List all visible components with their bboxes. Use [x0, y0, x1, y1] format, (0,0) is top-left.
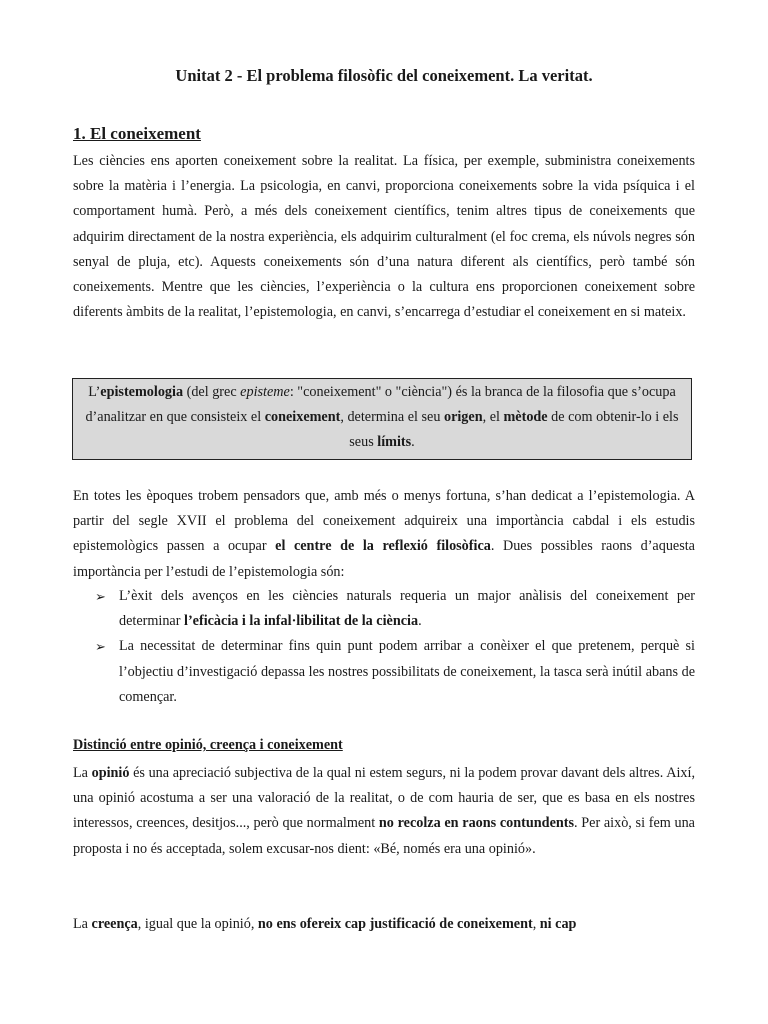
document-title: Unitat 2 - El problema filosòfic del coneixement. La veritat.	[175, 66, 593, 85]
subsection-heading: Distinció entre opinió, creença i coneixement	[73, 737, 343, 753]
definition-text: L’epistemologia (del grec episteme: "coneixement" o "ciència") és la branca de la filosofia que s’ocupa d’analitzar en que consisteix el coneixement, determina el seu origen, el mètode de com obtenir-lo i els seus límits.	[85, 384, 679, 451]
arrow-bullet-icon: ➢	[95, 639, 106, 655]
term-epistemologia: epistemologia	[100, 384, 184, 400]
opinion-paragraph: La opinió és una apreciació subjectiva de la qual ni estem segurs, ni la podem provar davant dels altres. Així, una opinió acostuma a ser una valoració de la realitat, o de com hauria de ser, que es basa en els nostres interessos, creences, desitjos..., però que normalment no recolza en raons contundents. Per això, si fem una proposta i no és acceptada, solem excusar-nos dient: «Bé, només era una opinió».	[73, 765, 695, 857]
list-item: ➢ L’èxit dels avenços en les ciències naturals requeria un major anàlisis del coneixement per determinar l’eficàcia i la infal·libilitat de la ciència.	[93, 584, 695, 634]
belief-paragraph: La creença, igual que la opinió, no ens ofereix cap justificació de coneixement, ni cap	[73, 916, 577, 932]
intro-paragraph: Les ciències ens aporten coneixement sobre la realitat. La física, per exemple, subministra coneixements sobre la matèria i l’energia. La psicologia, en canvi, proporciona coneixements sobre la vida psíquica i el comportament humà. Però, a més dels coneixement científics, tenim altres tipus de coneixements que adquirim directament de la nostra experiència, els adquirim culturalment (el foc crema, els núvols negres són senyal de pluja, etc). Aquests coneixements són d’una natura diferent als científics, però també són coneixements. Mentre que les ciències, l’experiència o la cultura ens proporcionen coneixement sobre diferents àmbits de la realitat, l’epistemologia, en canvi, s’encarrega d’estudiar el coneixement en si mateix.	[73, 153, 695, 321]
definition-box	[72, 378, 692, 460]
list-item: ➢ La necessitat de determinar fins quin punt podem arribar a conèixer el que pretenem, perquè si l’objectiu d’investigació depassa les nostres possibilitats de coneixement, la tasca serà inútil abans de començar.	[93, 634, 695, 710]
term-episteme: episteme	[240, 384, 290, 400]
arrow-bullet-icon: ➢	[95, 589, 106, 604]
history-paragraph: En totes les èpoques trobem pensadors que, amb més o menys fortuna, s’han dedicat a l’epistemologia. A partir del segle XVII el problema del coneixement adquireix una importància cabdal i els estudis epistemològics passen a ocupar el centre de la reflexió filosòfica. Dues possibles raons d’aquesta importància per l’estudi de l’epistemologia són:	[73, 488, 695, 580]
section-heading: 1. El coneixement	[73, 124, 201, 143]
reasons-list	[93, 584, 695, 710]
